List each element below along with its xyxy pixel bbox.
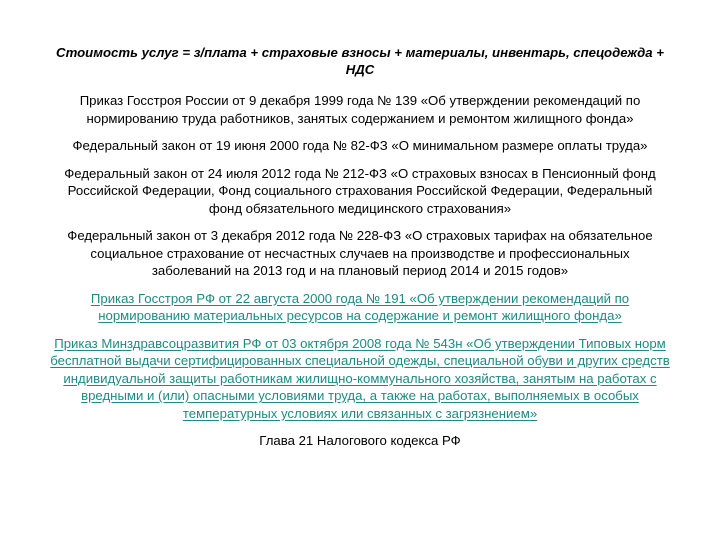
- link-gosstroy-191[interactable]: Приказ Госстроя РФ от 22 августа 2000 года № 191 «Об утверждении рекомендаций по нормированию материальных ресурсов на содержание и ремонт жилищного фонда»: [90, 290, 630, 323]
- regulation-gosstroy-139: Приказ Госстроя России от 9 декабря 1999 года № 139 «Об утверждении рекомендаций по нормированию труда работников, занятых содержанием и ремонтом жилищного фонда»: [79, 93, 641, 126]
- link-minzdrav-543n[interactable]: Приказ Минздравсоцразвития РФ от 03 октября 2008 года № 543н «Об утверждении Типовых норм бесплатной выдачи сертифицированных специальной одежды, специальной обуви и других средств индивидуальной защиты работникам жилищно-коммунального хозяйства, занятым на работах с вредными и (или) опасными условиями труда, а также на работах, выполняемых в особых температурных условиях или связанных с загрязнением»: [50, 335, 670, 421]
- law-82-fz: Федеральный закон от 19 июня 2000 года № 82-ФЗ «О минимальном размере оплаты труда»: [72, 138, 648, 153]
- tax-code-chapter-21: Глава 21 Налогового кодекса РФ: [259, 433, 461, 448]
- law-228-fz: Федеральный закон от 3 декабря 2012 года № 228-ФЗ «О страховых тарифах на обязательное социальное страхование от несчастных случаев на производстве и профессиональных заболеваний на 2013 год и на плановый период 2014 и 2015 годов»: [67, 228, 653, 278]
- law-212-fz: Федеральный закон от 24 июля 2012 года № 212-ФЗ «О страховых взносах в Пенсионный фонд Российской Федерации, Фонд социального страхования Российской Федерации, Федеральный фонд обязательного медицинского страхования»: [64, 165, 656, 216]
- cost-formula-heading: Стоимость услуг = з/плата + страховые взносы + материалы, инвентарь, спецодежда + НДС: [56, 45, 664, 77]
